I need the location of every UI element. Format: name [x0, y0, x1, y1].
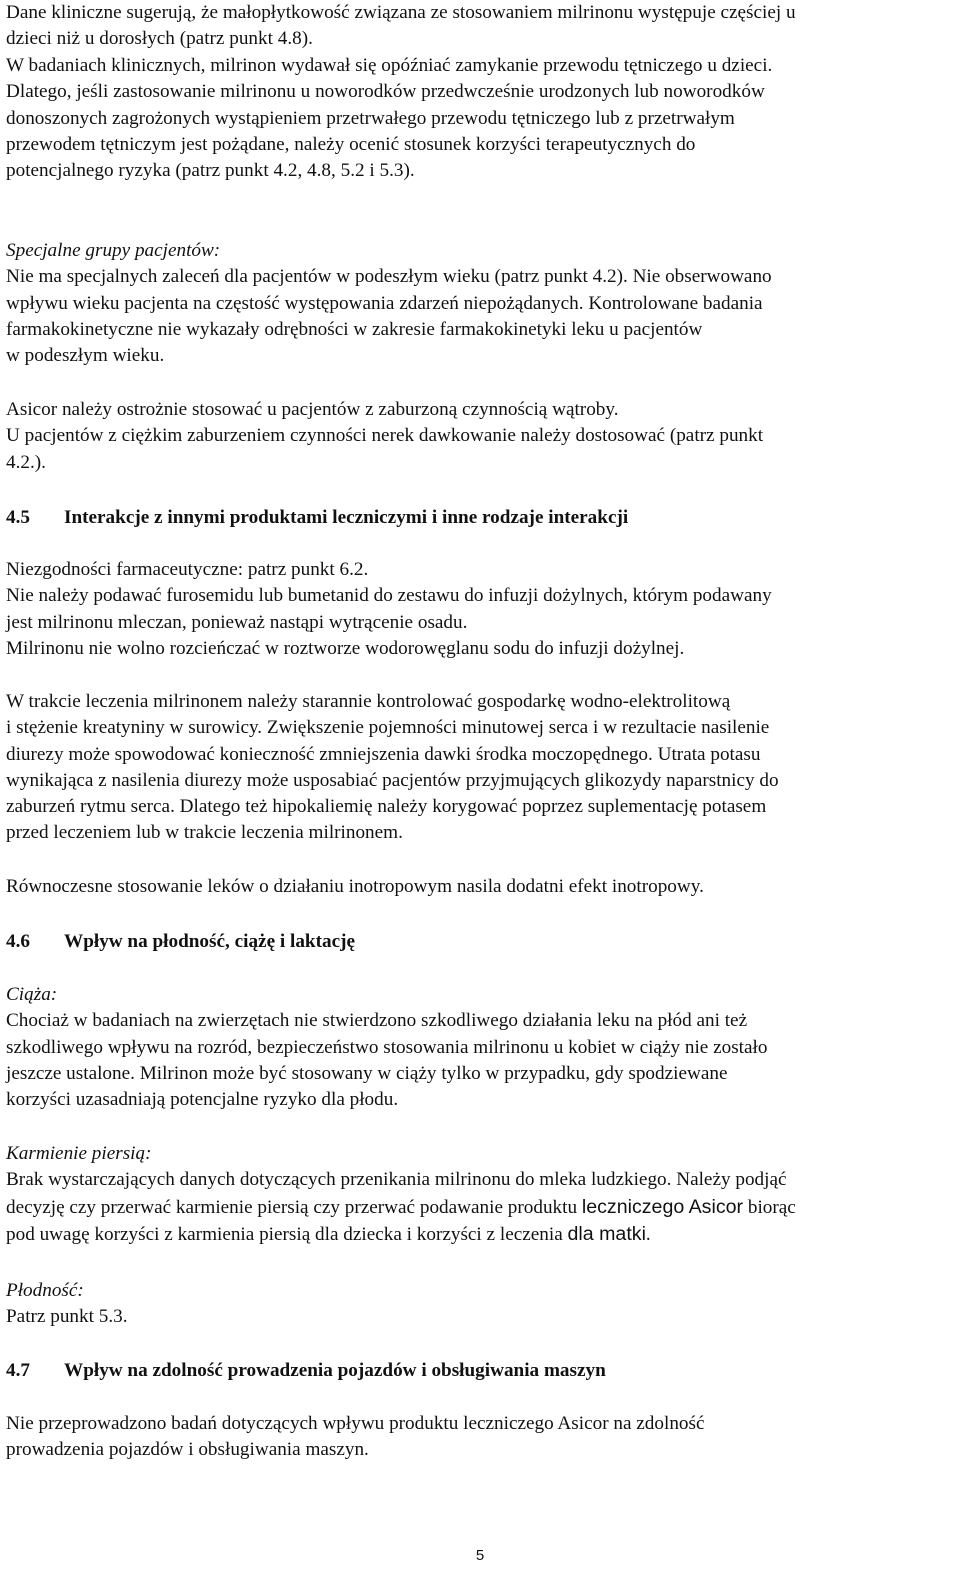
text-line: dzieci niż u dorosłych (patrz punkt 4.8).: [6, 28, 313, 50]
paragraph-ductus-arteriosus: [6, 53, 951, 184]
text-line: diurezy może spowodować konieczność zmniejszenia dawki środka moczopędnego. Utrata potasu: [6, 743, 761, 765]
subsection-label: Specjalne grupy pacjentów:: [6, 240, 221, 261]
text-line: 4.2.).: [6, 451, 46, 473]
text-line: Dane kliniczne sugerują, że małopłytkowość związana ze stosowaniem milrinonu występuje częściej u: [6, 2, 796, 23]
text-line: donoszonych zagrożonych wystąpieniem przetrwałego przewodu tętniczego lub z przetrwałym: [6, 107, 735, 129]
text-line: szkodliwego wpływu na rozród, bezpieczeństwo stosowania milrinonu u kobiet w ciąży nie zostało: [6, 1036, 768, 1058]
text-line: zaburzeń rytmu serca. Dlatego też hipokaliemię należy korygować poprzez suplementację potasem: [6, 796, 767, 818]
text-line: Nie przeprowadzono badań dotyczących wpływu produktu leczniczego Asicor na zdolność: [6, 1413, 705, 1434]
text-run: leczniczego Asicor: [581, 1195, 744, 1218]
paragraph-electrolytes: [6, 689, 951, 847]
paragraph-driving: [6, 1411, 951, 1464]
section-title: Interakcje z innymi produktami leczniczymi i inne rodzaje interakcji: [64, 507, 629, 528]
paragraph-hepatic-renal: [6, 397, 951, 476]
text-line: farmakokinetyczne nie wykazały odrębności w zakresie farmakokinetyki leku u pacjentów: [6, 318, 703, 340]
section-number: 4.6: [6, 931, 30, 952]
text-line: przed leczeniem lub w trakcie leczenia milrinonem.: [6, 822, 403, 844]
text-line: Niezgodności farmaceutyczne: patrz punkt 6.2.: [6, 559, 369, 580]
paragraph-breastfeeding: [6, 1141, 951, 1248]
text-line: Dlatego, jeśli zastosowanie milrinonu u noworodków przedwcześnie urodzonych lub noworodków: [6, 81, 765, 103]
section-heading-4-6: [6, 929, 355, 955]
text-line: Nie należy podawać furosemidu lub bumetanid do zestawu do infuzji dożylnych, którym podawany: [6, 585, 772, 607]
subsection-label: Ciąża:: [6, 984, 58, 1005]
text-run: .: [645, 1223, 651, 1245]
text-line: Równoczesne stosowanie leków o działaniu inotropowym nasila dodatni efekt inotropowy.: [6, 876, 704, 897]
text-run: dla matki: [567, 1222, 646, 1245]
text-line: wpływu wieku pacjenta na częstość występowania zdarzeń niepożądanych. Kontrolowane badania: [6, 292, 763, 314]
section-number: 4.7: [6, 1360, 30, 1381]
paragraph-inotropic: [6, 874, 951, 900]
text-line: [6, 1194, 951, 1221]
text-line: Brak wystarczających danych dotyczących przenikania milrinonu do mleka ludzkiego. Należy podjąć: [6, 1169, 787, 1191]
text-line: jest milrinonu mleczan, ponieważ nastąpi wytrącenie osadu.: [6, 611, 468, 633]
subsection-label: Płodność:: [6, 1280, 84, 1301]
paragraph-fertility: [6, 1278, 951, 1331]
text-line: prowadzenia pojazdów i obsługiwania maszyn.: [6, 1439, 369, 1461]
text-line: Chociaż w badaniach na zwierzętach nie stwierdzono szkodliwego działania leku na płód ani też: [6, 1010, 748, 1032]
text-run: biorąc: [743, 1196, 796, 1218]
page-number: 5: [475, 1547, 485, 1564]
subsection-label: Karmienie piersią:: [6, 1143, 152, 1164]
text-line: i stężenie kreatyniny w surowicy. Zwiększenie pojemności minutowej serca i w rezultacie nasilenie: [6, 717, 770, 739]
text-line: przewodem tętniczym jest pożądane, należy ocenić stosunek korzyści terapeutycznych do: [6, 133, 696, 155]
paragraph-pregnancy: [6, 982, 951, 1113]
text-line: W trakcie leczenia milrinonem należy starannie kontrolować gospodarkę wodno-elektrolitową: [6, 691, 731, 712]
section-number: 4.5: [6, 507, 30, 528]
section-heading-4-7: [6, 1358, 606, 1384]
section-heading-4-5: [6, 505, 628, 531]
text-run: pod uwagę korzyści z karmienia piersią dla dziecka i korzyści z leczenia: [6, 1223, 568, 1245]
section-title: Wpływ na zdolność prowadzenia pojazdów i obsługiwania maszyn: [64, 1360, 606, 1381]
text-line: U pacjentów z ciężkim zaburzeniem czynności nerek dawkowanie należy dostosować (patrz punkt: [6, 425, 764, 447]
paragraph-thrombocytopenia: [6, 0, 951, 53]
text-line: w podeszłym wieku.: [6, 345, 165, 367]
text-line: potencjalnego ryzyka (patrz punkt 4.2, 4.8, 5.2 i 5.3).: [6, 160, 415, 182]
text-line: Asicor należy ostrożnie stosować u pacjentów z zaburzoną czynnością wątroby.: [6, 399, 619, 420]
text-line: [6, 1221, 951, 1248]
text-line: korzyści uzasadniają potencjalne ryzyko dla płodu.: [6, 1089, 399, 1111]
text-line: Nie ma specjalnych zaleceń dla pacjentów w podeszłym wieku (patrz punkt 4.2). Nie obserwowano: [6, 266, 772, 288]
section-title: Wpływ na płodność, ciążę i laktację: [64, 931, 356, 952]
paragraph-incompatibilities: [6, 557, 951, 662]
text-line: W badaniach klinicznych, milrinon wydawał się opóźniać zamykanie przewodu tętniczego u dzieci.: [6, 55, 773, 76]
text-line: jeszcze ustalone. Milrinon może być stosowany w ciąży tylko w przypadku, gdy spodziewane: [6, 1062, 728, 1084]
text-run: decyzję czy przerwać karmienie piersią czy przerwać podawanie produktu: [6, 1196, 582, 1218]
text-line: wynikająca z nasilenia diurezy może usposabiać pacjentów przyjmujących glikozydy naparstnicy do: [6, 769, 779, 791]
paragraph-special-groups: [6, 238, 951, 369]
text-line: Milrinonu nie wolno rozcieńczać w roztworze wodorowęglanu sodu do infuzji dożylnej.: [6, 637, 685, 659]
text-line: Patrz punkt 5.3.: [6, 1306, 128, 1328]
